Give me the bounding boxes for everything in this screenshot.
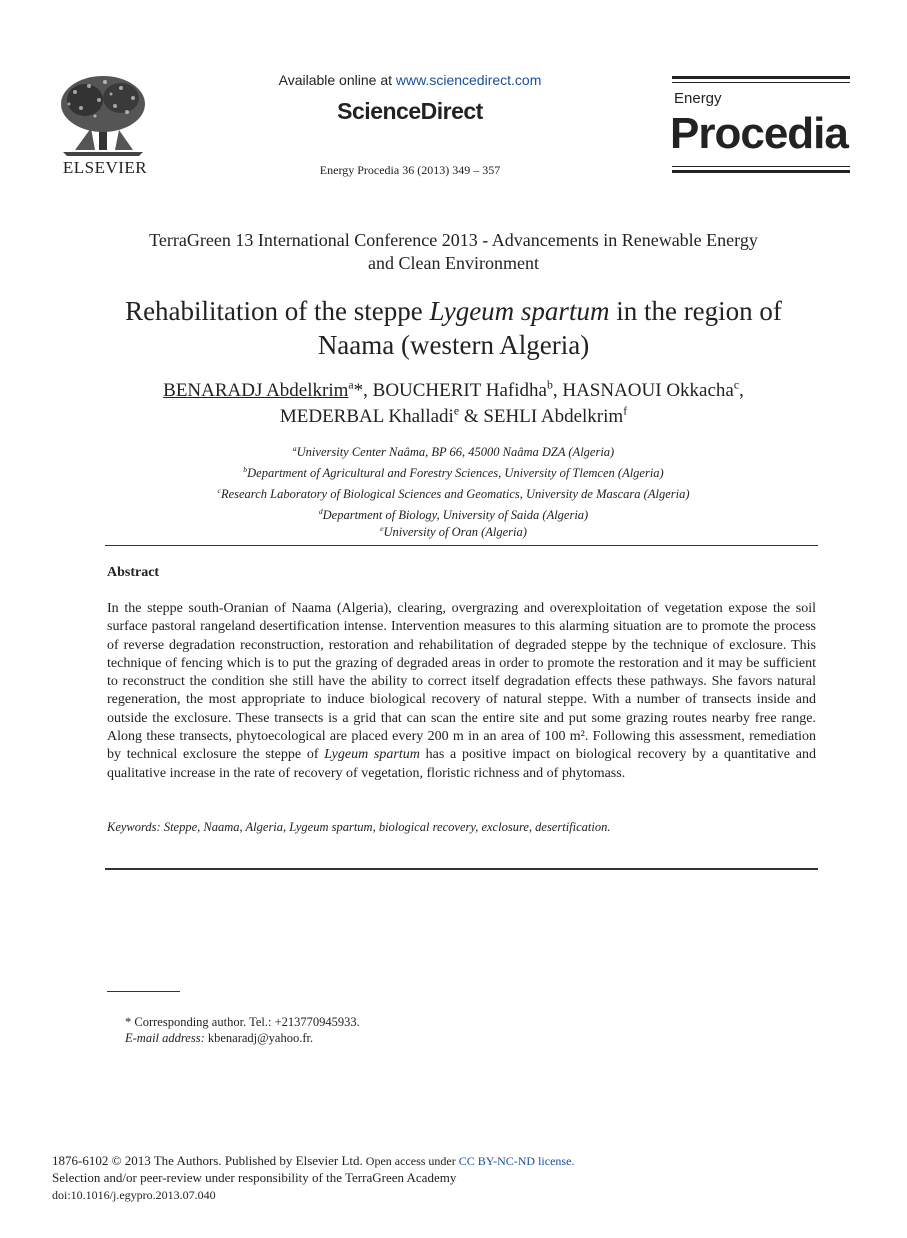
license-link[interactable]: CC BY-NC-ND license. [458,1154,575,1168]
email-label: E-mail address: [125,1031,205,1045]
author-sep: , [739,380,744,401]
sciencedirect-logo: ScienceDirect [337,98,483,124]
title-line-1 [80,294,827,328]
abstract-text-end: has a positive impact on biological recovery by a quantitative and qualitative increase in the rate of recovery of vegetation, floristic richness and of phytomass. [107,747,816,781]
abstract-species: Lygeum spartum [324,747,420,763]
copyright-line [52,1153,574,1169]
sciencedirect-link[interactable]: www.sciencedirect.com [395,72,542,88]
author-1-star: *, [353,380,373,401]
author-list [80,378,827,430]
author-2: BOUCHERIT Hafidha [372,380,547,401]
journal-logo-rule [672,82,850,83]
affiliation [80,525,827,539]
available-online-prefix: Available online at [278,72,396,88]
authors-line-1 [80,378,827,404]
abstract-text: In the steppe south-Oranian of Naama (Algeria), clearing, overgrazing and overexploitation of vegetation expose the soil surface pastoral rangeland desertification intense. Intervention measures to this alarming situation are to promote the process of reverse degradation reconstruction, restoration and rehabilitation of degraded steppe by the technique of exclosure. This technique of fencing which is to put the grazing of degraded areas in order to promote the restoration and it may be sufficient to reconstruct the condition she still have the ability to correct itself degradation effects these pathways. She favors natural regeneration, the most appropriate to induce biological recovery of natural steppe. With a number of transects inside and outside the exclosure. These transects is a grid that can scan the entire site and put some grazing routes nearby free range. Along these transects, phytoecological are placed every 200 m in an area of 100 m². Following this assessment, remediation by technical exclosure the steppe of [107,601,816,763]
elsevier-tree-logo [55,72,151,158]
authors-line-2 [80,404,827,430]
email-line [125,1031,313,1046]
journal-logo-rule [672,170,850,173]
journal-logo-procedia: Procedia [670,109,848,158]
affiliation [80,508,827,522]
author-5-sup: f [623,404,628,418]
abstract-body [107,600,816,783]
corresponding-author: * Corresponding author. Tel.: +213770945933. [125,1015,360,1029]
author-4-sup: e [453,404,460,418]
copyright: 1876-6102 © 2013 The Authors. Published by Elsevier Ltd. [52,1153,363,1168]
journal-logo-rule [672,76,850,79]
open-access: Open access under [362,1154,459,1168]
title-part-2: in the region of [609,296,782,326]
doi[interactable]: doi:10.1016/j.egypro.2013.07.040 [52,1188,216,1202]
affiliation-text: Department of Agricultural and Forestry Sciences, University of Tlemcen (Algeria) [247,466,664,480]
section-divider [105,868,818,870]
affiliation-text: Research Laboratory of Biological Sciences and Geomatics, University de Mascara (Algeria) [220,487,690,501]
conference-line-2: and Clean Environment [368,253,539,273]
author-sep: , [552,380,563,401]
author-3: HASNAOUI Okkacha [562,380,734,401]
title-part-1: Rehabilitation of the steppe [125,296,430,326]
author-4: MEDERBAL Khalladi [279,406,454,427]
email-address[interactable]: kbenaradj@yahoo.fr. [204,1031,314,1045]
keywords: Keywords: Steppe, Naama, Algeria, Lygeum spartum, biological recovery, exclosure, desertification. [107,820,611,834]
affiliation [80,487,827,501]
footnote-rule [107,991,180,992]
affiliation [80,466,827,480]
affiliation-text: University of Oran (Algeria) [383,525,527,539]
author-1-sup: a [348,378,354,392]
journal-logo-energy: Energy [674,90,722,107]
affiliation-sup: a [292,443,297,453]
available-online [250,72,570,88]
affiliation-sup: c [217,485,221,495]
affiliation-sup: b [243,464,248,474]
section-divider [105,545,818,546]
author-2-sup: b [546,378,553,392]
conference-line-1: TerraGreen 13 International Conference 2013 - Advancements in Renewable Energy [149,230,758,250]
title-line-2: Naama (western Algeria) [317,330,590,360]
journal-logo-rule [672,166,850,167]
author-1[interactable]: BENARADJ Abdelkrim [163,380,349,401]
affiliation-sup: d [318,506,323,516]
abstract-heading: Abstract [107,565,160,580]
author-3-sup: c [733,378,740,392]
affiliation-sup: e [380,523,384,533]
affiliation-text: University Center Naâma, BP 66, 45000 Naâma DZA (Algeria) [296,445,615,459]
paper-title [80,294,827,362]
conference-name [80,229,827,275]
title-species: Lygeum spartum [429,296,610,326]
peer-review-line: Selection and/or peer-review under responsibility of the TerraGreen Academy [52,1170,457,1185]
author-sep: & [459,406,484,427]
publisher-logo-text: ELSEVIER [62,158,148,177]
journal-reference: Energy Procedia 36 (2013) 349 – 357 [319,163,501,177]
affiliation [80,445,827,459]
affiliation-text: Department of Biology, University of Saida (Algeria) [322,508,589,522]
author-5: SEHLI Abdelkrim [483,406,624,427]
